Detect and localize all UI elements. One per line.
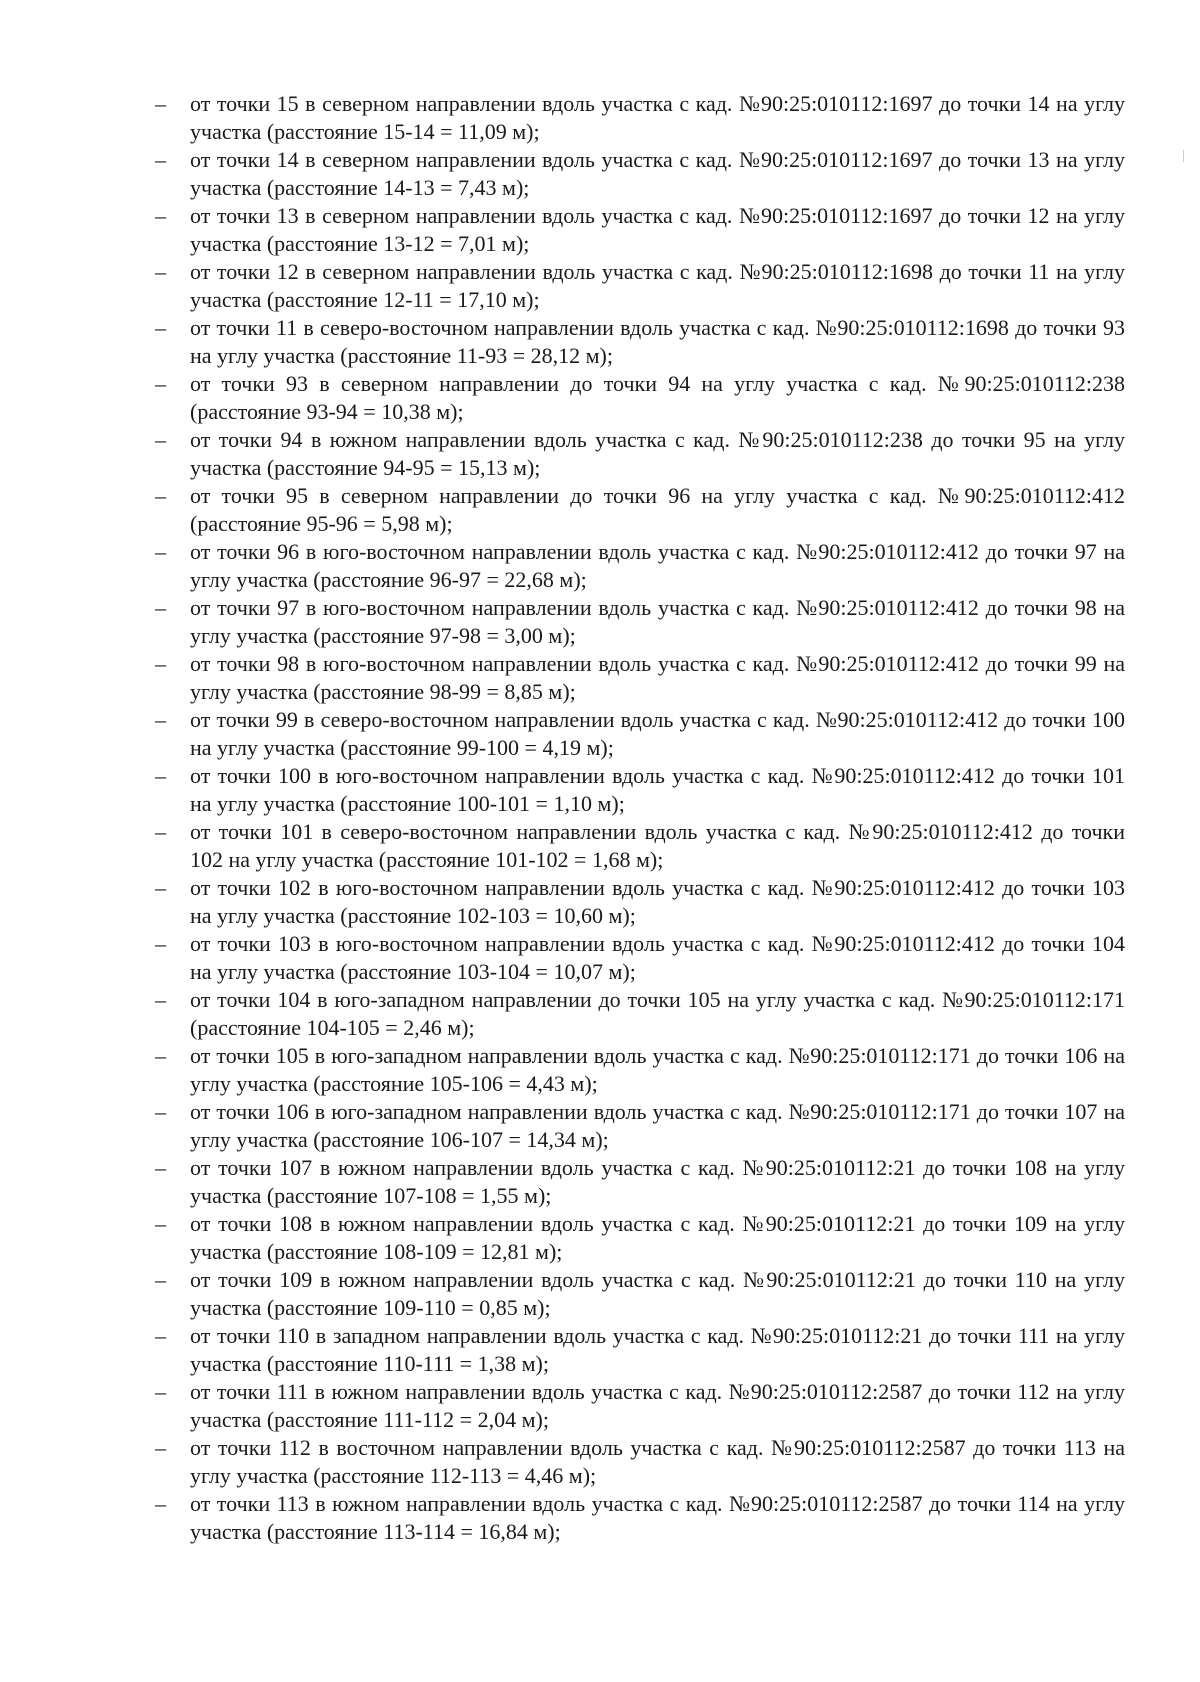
list-item	[155, 1154, 1125, 1210]
list-item	[155, 986, 1125, 1042]
boundary-segment-text: от точки 113 в южном направлении вдоль участка с кад. №90:25:010112:2587 до точки 114 на углу участка (расстояние 113-114 = 16,84 м);	[190, 1491, 1125, 1544]
list-item	[155, 370, 1125, 426]
list-item	[155, 538, 1125, 594]
bullet-dash: –	[155, 315, 166, 340]
list-item	[155, 818, 1125, 874]
boundary-segment-text: от точки 106 в юго-западном направлении вдоль участка с кад. №90:25:010112:171 до точки 107 на углу участка (расстояние 106-107 = 14,34 м);	[190, 1099, 1125, 1152]
list-item	[155, 426, 1125, 482]
boundary-segment-text: от точки 103 в юго-восточном направлении вдоль участка с кад. №90:25:010112:412 до точки 104 на углу участка (расстояние 103-104 = 10,07 м);	[190, 931, 1125, 984]
bullet-dash: –	[155, 427, 166, 452]
boundary-segment-text: от точки 105 в юго-западном направлении вдоль участка с кад. №90:25:010112:171 до точки 106 на углу участка (расстояние 105-106 = 4,43 м);	[190, 1043, 1125, 1096]
bullet-dash: –	[155, 651, 166, 676]
list-item	[155, 1098, 1125, 1154]
bullet-dash: –	[155, 259, 166, 284]
list-item	[155, 202, 1125, 258]
bullet-dash: –	[155, 1435, 166, 1460]
boundary-segment-text: от точки 13 в северном направлении вдоль участка с кад. №90:25:010112:1697 до точки 12 на углу участка (расстояние 13-12 = 7,01 м);	[190, 203, 1125, 256]
bullet-dash: –	[155, 1491, 166, 1516]
boundary-segment-text: от точки 112 в восточном направлении вдоль участка с кад. №90:25:010112:2587 до точки 113 на углу участка (расстояние 112-113 = 4,46 м);	[190, 1435, 1125, 1488]
bullet-dash: –	[155, 987, 166, 1012]
boundary-segment-text: от точки 15 в северном направлении вдоль участка с кад. №90:25:010112:1697 до точки 14 на углу участка (расстояние 15-14 = 11,09 м);	[190, 91, 1125, 144]
boundary-segment-text: от точки 109 в южном направлении вдоль участка с кад. №90:25:010112:21 до точки 110 на углу участка (расстояние 109-110 = 0,85 м);	[190, 1267, 1125, 1320]
boundary-segment-text: от точки 12 в северном направлении вдоль участка с кад. №90:25:010112:1698 до точки 11 на углу участка (расстояние 12-11 = 17,10 м);	[190, 259, 1125, 312]
list-item	[155, 1434, 1125, 1490]
bullet-dash: –	[155, 1379, 166, 1404]
boundary-segment-text: от точки 14 в северном направлении вдоль участка с кад. №90:25:010112:1697 до точки 13 на углу участка (расстояние 14-13 = 7,43 м);	[190, 147, 1125, 200]
bullet-dash: –	[155, 931, 166, 956]
boundary-segment-text: от точки 100 в юго-восточном направлении вдоль участка с кад. №90:25:010112:412 до точки 101 на углу участка (расстояние 100-101 = 1,10 м);	[190, 763, 1125, 816]
list-item	[155, 482, 1125, 538]
list-item	[155, 1490, 1125, 1546]
bullet-dash: –	[155, 1211, 166, 1236]
list-item	[155, 930, 1125, 986]
list-item	[155, 762, 1125, 818]
bullet-dash: –	[155, 1043, 166, 1068]
bullet-dash: –	[155, 371, 166, 396]
bullet-dash: –	[155, 1323, 166, 1348]
list-item	[155, 650, 1125, 706]
bullet-dash: –	[155, 91, 166, 116]
boundary-segment-text: от точки 93 в северном направлении до точки 94 на углу участка с кад. №90:25:010112:238 (расстояние 93-94 = 10,38 м);	[190, 371, 1125, 424]
bullet-dash: –	[155, 1155, 166, 1180]
boundary-segment-text: от точки 96 в юго-восточном направлении вдоль участка с кад. №90:25:010112:412 до точки 97 на углу участка (расстояние 96-97 = 22,68 м);	[190, 539, 1125, 592]
boundary-segment-text: от точки 111 в южном направлении вдоль участка с кад. №90:25:010112:2587 до точки 112 на углу участка (расстояние 111-112 = 2,04 м);	[190, 1379, 1125, 1432]
bullet-dash: –	[155, 819, 166, 844]
list-item	[155, 1322, 1125, 1378]
bullet-dash: –	[155, 1099, 166, 1124]
list-item	[155, 1042, 1125, 1098]
boundary-segment-text: от точки 102 в юго-восточном направлении вдоль участка с кад. №90:25:010112:412 до точки 103 на углу участка (расстояние 102-103 = 10,60 м);	[190, 875, 1125, 928]
boundary-segment-text: от точки 97 в юго-восточном направлении вдоль участка с кад. №90:25:010112:412 до точки 98 на углу участка (расстояние 97-98 = 3,00 м);	[190, 595, 1125, 648]
bullet-dash: –	[155, 763, 166, 788]
list-item	[155, 258, 1125, 314]
scan-margin-mark	[1183, 150, 1184, 162]
bullet-dash: –	[155, 875, 166, 900]
boundary-segment-text: от точки 95 в северном направлении до точки 96 на углу участка с кад. №90:25:010112:412 (расстояние 95-96 = 5,98 м);	[190, 483, 1125, 536]
list-item	[155, 706, 1125, 762]
boundary-segment-text: от точки 104 в юго-западном направлении до точки 105 на углу участка с кад. №90:25:010112:171 (расстояние 104-105 = 2,46 м);	[190, 987, 1125, 1040]
bullet-dash: –	[155, 147, 166, 172]
bullet-dash: –	[155, 595, 166, 620]
boundary-segment-text: от точки 107 в южном направлении вдоль участка с кад. №90:25:010112:21 до точки 108 на углу участка (расстояние 107-108 = 1,55 м);	[190, 1155, 1125, 1208]
list-item	[155, 1210, 1125, 1266]
boundary-segment-text: от точки 108 в южном направлении вдоль участка с кад. №90:25:010112:21 до точки 109 на углу участка (расстояние 108-109 = 12,81 м);	[190, 1211, 1125, 1264]
boundary-segment-text: от точки 11 в северо-восточном направлении вдоль участка с кад. №90:25:010112:1698 до точки 93 на углу участка (расстояние 11-93 = 28,12 м);	[190, 315, 1125, 368]
boundary-segment-text: от точки 110 в западном направлении вдоль участка с кад. №90:25:010112:21 до точки 111 на углу участка (расстояние 110-111 = 1,38 м);	[190, 1323, 1125, 1376]
list-item	[155, 1266, 1125, 1322]
bullet-dash: –	[155, 539, 166, 564]
boundary-segment-text: от точки 101 в северо-восточном направлении вдоль участка с кад. №90:25:010112:412 до точки 102 на углу участка (расстояние 101-102 = 1,68 м);	[190, 819, 1125, 872]
boundary-segment-text: от точки 98 в юго-восточном направлении вдоль участка с кад. №90:25:010112:412 до точки 99 на углу участка (расстояние 98-99 = 8,85 м);	[190, 651, 1125, 704]
list-item	[155, 594, 1125, 650]
boundary-segment-text: от точки 94 в южном направлении вдоль участка с кад. №90:25:010112:238 до точки 95 на углу участка (расстояние 94-95 = 15,13 м);	[190, 427, 1125, 480]
list-item	[155, 1378, 1125, 1434]
bullet-dash: –	[155, 707, 166, 732]
boundary-description-list	[155, 90, 1125, 1546]
list-item	[155, 146, 1125, 202]
list-item	[155, 314, 1125, 370]
boundary-segment-text: от точки 99 в северо-восточном направлении вдоль участка с кад. №90:25:010112:412 до точки 100 на углу участка (расстояние 99-100 = 4,19 м);	[190, 707, 1125, 760]
list-item	[155, 874, 1125, 930]
bullet-dash: –	[155, 1267, 166, 1292]
list-item	[155, 90, 1125, 146]
bullet-dash: –	[155, 483, 166, 508]
bullet-dash: –	[155, 203, 166, 228]
